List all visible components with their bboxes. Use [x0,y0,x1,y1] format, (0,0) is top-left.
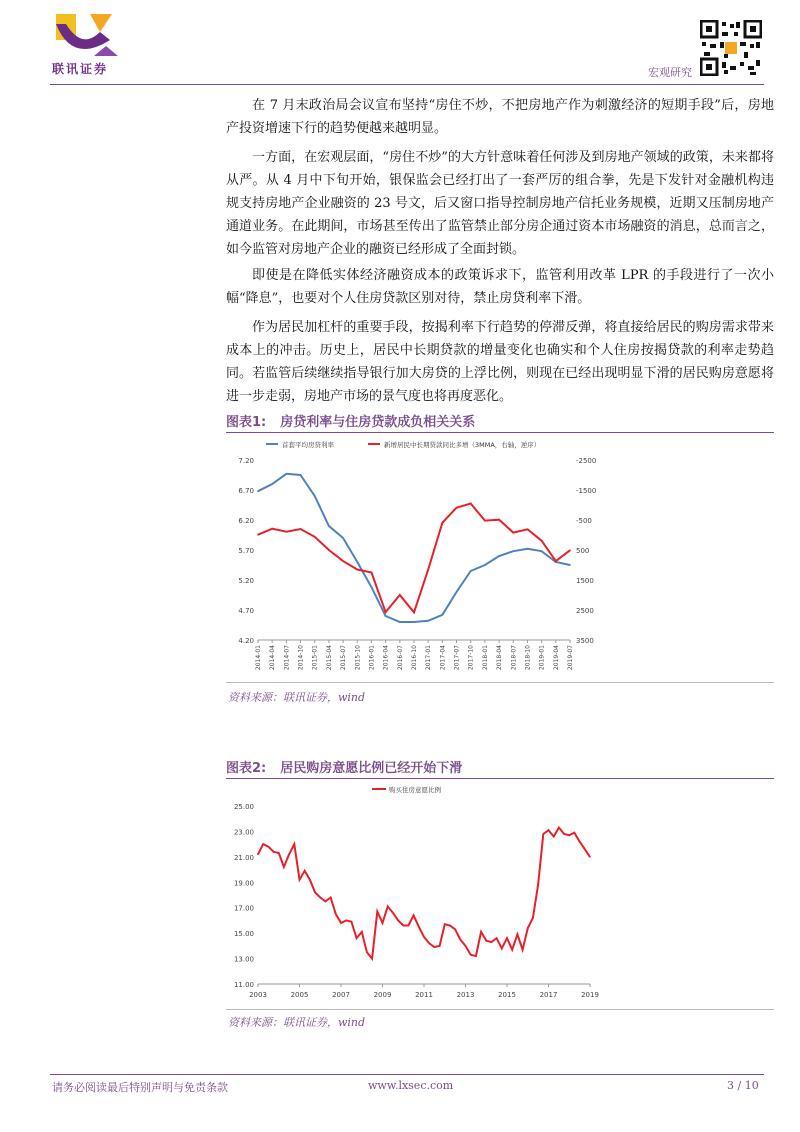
chart1-data-point [286,473,288,475]
chart2-data-point [325,901,327,903]
chart1-x-tick-label: 2015-07 [340,645,348,671]
chart1-data-point [484,564,486,566]
chart2-data-point [397,920,399,922]
chart2-data-point [382,922,384,924]
chart1-x-tick-label: 2014-10 [297,645,305,671]
figure1-chart-svg [226,434,774,680]
chart1-x-tick-label: 2016-10 [411,645,418,671]
chart2-x-tick-label: 2015 [498,991,516,999]
chart2-data-point [465,945,467,947]
chart2-data-point [579,841,581,843]
chart2-data-point [485,940,487,942]
report-section: 宏观研究 [648,66,692,79]
chart2-data-point [319,897,321,899]
chart1-data-point [541,550,543,552]
chart2-y-tick-label: 21.00 [233,853,254,862]
chart2-x-tick-label: 2013 [456,991,475,999]
chart1-data-point [498,555,500,557]
chart2-data-point [387,906,389,908]
figure2-label: 图表2: [226,761,267,776]
chart1-x-tick-label: 2016-04 [382,645,390,671]
chart1-data-point [527,529,529,531]
chart1-left-tick-label: 6.20 [238,517,254,525]
chart1-data-point [470,503,472,505]
chart2-y-tick-label: 19.00 [233,879,254,888]
chart1-data-point [371,572,373,574]
chart2-data-point [299,879,301,881]
chart2-data-point [491,941,493,943]
chart2-data-point [268,846,270,848]
chart2-data-point [402,925,404,927]
chart1-x-tick-label: 2019-04 [552,645,560,671]
chart2-data-point [532,917,534,919]
chart2-data-point [314,892,316,894]
chart1-data-point [356,561,358,563]
chart1-x-tick-label: 2018-01 [481,645,489,671]
chart1-right-tick-label: 2500 [576,607,594,615]
chart2-y-tick-label: 15.00 [233,930,254,939]
figure1-caption: 房贷利率与住房贷款成负相关关系 [280,415,476,430]
chart2-data-point [511,949,513,951]
figure2-top-rule [226,778,774,779]
chart1-data-point [555,560,557,562]
chart2-data-point [537,884,539,886]
chart2-series-line [258,828,590,959]
chart1-x-tick-label: 2016-01 [368,645,376,671]
chart2-x-tick-label: 2017 [539,991,558,999]
chart2-data-point [377,911,379,913]
chart1-right-tick-label: -1500 [576,487,597,495]
figure1-bottom-rule [226,682,774,683]
chart2-data-point [262,843,264,845]
chart2-data-point [423,936,425,938]
chart1-data-point [257,490,259,492]
chart2-data-point [434,946,436,948]
chart2-x-tick-label: 2011 [415,991,433,999]
chart1-data-point [399,621,401,623]
chart2-x-tick-label: 2009 [373,991,392,999]
chart1-data-point [328,549,330,551]
chart2-data-point [558,827,560,829]
qr-code [700,20,762,76]
chart1-data-point [271,483,273,485]
chart2-data-point [460,939,462,941]
chart2-data-point [470,954,472,956]
chart1-data-point [456,591,458,593]
chart1-right-tick-label: -2500 [576,457,597,465]
chart1-x-tick-label: 2017-01 [425,645,433,671]
chart1-data-point [427,569,429,571]
chart2-data-point [527,927,529,929]
chart1-data-point [569,564,571,566]
chart2-x-tick-label: 2019 [581,991,599,999]
chart1-data-point [371,586,373,588]
chart2-data-point [356,937,358,939]
chart1-left-tick-label: 6.70 [238,487,254,495]
chart1-x-tick-label: 2015-01 [311,645,319,671]
chart1-series-line [258,474,570,622]
chart1-data-point [300,528,302,530]
chart2-x-tick-label: 2005 [290,991,309,999]
chart2-data-point [589,856,591,858]
figure2-bottom-rule [226,1009,774,1010]
chart1-data-point [498,519,500,521]
chart2-data-point [371,958,373,960]
chart2-data-point [454,929,456,931]
figure1-top-rule [226,432,774,433]
figure1-chart [226,434,774,680]
chart1-x-tick-label: 2015-10 [354,645,362,671]
chart1-x-tick-label: 2018-04 [496,645,504,671]
chart2-data-point [563,833,565,835]
chart2-data-point [335,913,337,915]
chart1-data-point [442,614,444,616]
figure2-source: 资料来源：联讯证券，wind [228,1016,366,1029]
chart2-y-tick-label: 23.00 [233,828,254,837]
chart2-data-point [548,829,550,831]
chart2-data-point [361,931,363,933]
figure1-label: 图表1: [226,415,267,430]
chart1-data-point [527,548,529,550]
figure2-title [226,757,462,776]
chart1-data-point [484,520,486,522]
chart2-data-point [522,949,524,951]
chart1-data-point [413,612,415,614]
chart1-data-point [456,507,458,509]
chart1-x-tick-label: 2014-01 [255,645,262,671]
chart1-data-point [399,594,401,596]
chart2-data-point [501,948,503,950]
chart2-data-point [408,925,410,927]
paragraph-3: 即使是在降低实体经济融资成本的政策诉求下，监管利用改革 LPR 的手段进行了一次小幅“降息”，也要对个人住房贷款区别对待，禁止房贷利率下滑。 [226,268,774,306]
chart1-data-point [286,531,288,533]
chart1-data-point [470,570,472,572]
chart2-data-point [584,848,586,850]
chart2-data-point [413,915,415,917]
chart2-data-point [449,925,451,927]
chart1-x-tick-label: 2017-10 [467,645,475,671]
chart2-data-point [304,870,306,872]
chart1-data-point [385,611,387,613]
chart1-data-point [314,495,316,497]
chart2-data-point [574,832,576,834]
chart1-x-tick-label: 2016-07 [396,645,404,671]
footer-divider [50,1074,764,1075]
chart1-x-tick-label: 2014-07 [283,645,291,671]
chart2-data-point [392,912,394,914]
chart1-legend-label: 首套平均房贷利率 [282,441,334,449]
chart1-data-point [413,621,415,623]
chart2-data-point [568,834,570,836]
chart1-data-point [385,615,387,617]
chart1-data-point [300,474,302,476]
figure2-chart [226,780,774,1008]
paragraph-4: 作为居民加杠杆的重要手段，按揭利率下行趋势的停滞反弹，将直接给居民的购房需求带来成本上的冲击。历史上，居民中长期贷款的增量变化也确实和个人住房按揭贷款的利率走势趋同。若监管后续继续指导银行加大房贷的上浮比例，则现在已经出现明显下滑的居民购房意愿将进一步走弱，房地产市场的景气度也将再度恶化。 [226,320,774,404]
chart2-data-point [345,920,347,922]
chart1-data-point [512,532,514,534]
chart1-series-line [258,504,570,613]
paragraph-2: 一方面，在宏观层面，“房住不炒”的大方针意味着任何涉及到房地产领域的政策，未来都将从严。从 4 月中下旬开始，银保监会已经打出了一套严厉的组合拳，先是下发针对金融机构违规支持房地产企业融资的 23 号文，后又窗口指导控制房地产信托业务规模，近期又压制房地产通道业务。在此期间，市场甚至传出了监管禁止部分房企通过资本市场融资的消息，总而言之，如今监管对房地产企业的融资已经形成了全面封锁。 [226,150,774,257]
chart2-legend-label: 购买住房意愿比例 [389,786,441,794]
chart2-data-point [257,854,259,856]
footer-website[interactable]: www.lxsec.com [368,1079,454,1092]
chart2-data-point [283,866,285,868]
chart1-x-tick-label: 2017-04 [439,645,447,671]
chart2-data-point [294,843,296,845]
chart2-data-point [496,937,498,939]
chart1-data-point [342,537,344,539]
chart1-right-tick-label: 1500 [576,577,594,585]
chart1-left-tick-label: 5.20 [238,577,254,585]
chart1-x-tick-label: 2014-04 [269,645,277,671]
logo-graphic [52,10,124,64]
chart1-data-point [427,620,429,622]
chart1-data-point [271,528,273,530]
chart1-data-point [356,569,358,571]
chart1-left-tick-label: 5.70 [238,547,254,555]
chart1-data-point [512,550,514,552]
chart2-data-point [288,854,290,856]
footer-disclaimer: 请务必阅读最后特别声明与免责条款 [52,1081,228,1094]
chart2-y-tick-label: 11.00 [233,981,254,989]
paragraph-1: 在 7 月末政治局会议宣布坚持“房住不炒，不把房地产作为刺激经济的短期手段”后，房地产投资增速下行的趋势便越来越明显。 [226,98,774,136]
chart1-data-point [342,560,344,562]
chart1-legend-label: 新增居民中长期贷款同比多增（3MMA，右轴，逆序） [384,441,541,449]
chart2-data-point [366,951,368,953]
chart2-y-tick-label: 17.00 [233,904,254,913]
chart2-y-tick-label: 13.00 [233,955,254,964]
chart2-data-point [330,897,332,899]
chart1-left-tick-label: 4.20 [238,637,254,645]
chart1-x-tick-label: 2019-07 [567,645,574,671]
chart2-x-tick-label: 2003 [249,991,267,999]
chart1-x-tick-label: 2017-07 [453,645,461,671]
chart1-x-tick-label: 2015-04 [325,645,333,671]
chart1-x-tick-label: 2018-07 [510,645,518,671]
company-logo [52,10,124,76]
footer-page-number: 3 / 10 [727,1079,759,1092]
chart2-data-point [418,926,420,928]
chart2-data-point [309,879,311,881]
chart2-data-point [278,852,280,854]
chart2-data-point [517,934,519,936]
chart1-right-tick-label: 3500 [576,637,594,645]
chart1-data-point [541,540,543,542]
chart2-data-point [475,955,477,957]
chart1-right-tick-label: -500 [576,517,592,525]
chart1-data-point [257,534,259,536]
figure1-title [226,411,475,430]
chart1-x-tick-label: 2018-10 [524,645,532,671]
figure2-caption: 居民购房意愿比例已经开始下滑 [280,761,463,776]
chart2-x-tick-label: 2007 [332,991,350,999]
chart1-data-point [314,536,316,538]
logo-text: 联讯证券 [52,62,109,76]
chart2-data-point [439,945,441,947]
figure2-chart-svg [226,780,774,1008]
figure1-source: 资料来源：联讯证券，wind [228,691,366,704]
chart2-data-point [351,921,353,923]
chart1-left-tick-label: 4.70 [238,607,254,615]
chart2-data-point [444,923,446,925]
chart1-left-tick-label: 7.20 [238,457,254,465]
chart2-data-point [273,851,275,853]
chart2-data-point [506,937,508,939]
chart2-data-point [543,833,545,835]
chart1-data-point [328,525,330,527]
chart2-data-point [428,943,430,945]
chart1-right-tick-label: 500 [576,547,590,555]
chart2-data-point [340,922,342,924]
chart2-data-point [553,836,555,838]
chart2-data-point [480,931,482,933]
header-divider [50,84,764,85]
chart1-data-point [569,550,571,552]
chart1-x-tick-label: 2019-01 [538,645,546,671]
chart1-data-point [442,522,444,524]
chart2-y-tick-label: 25.00 [233,803,254,811]
